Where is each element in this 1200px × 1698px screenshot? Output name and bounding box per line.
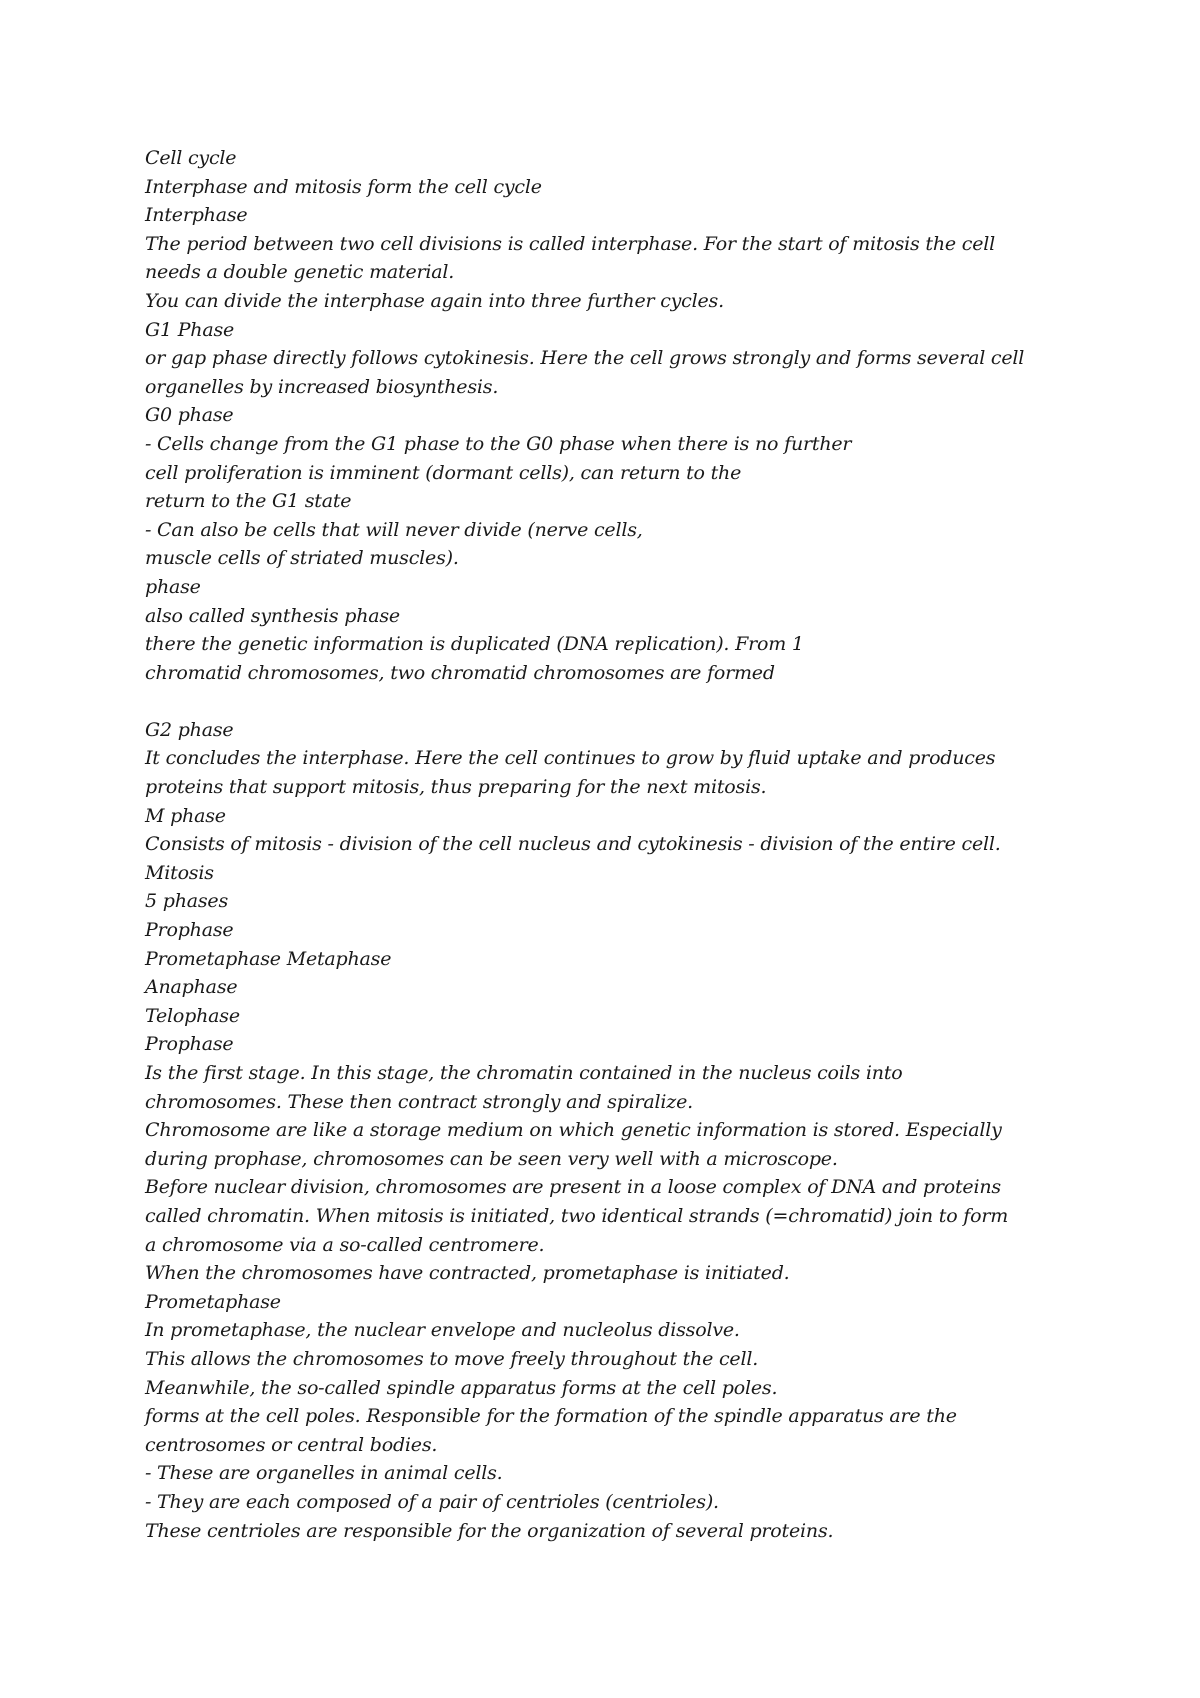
text-line: Meanwhile, the so-called spindle apparatus forms at the cell poles. bbox=[145, 1376, 778, 1399]
text-line: forms at the cell poles. Responsible for the formation of the spindle apparatus are the bbox=[145, 1405, 957, 1428]
text-line: Chromosome are like a storage medium on which genetic information is stored. Especially bbox=[145, 1119, 1002, 1142]
text-line: Prometaphase bbox=[145, 1290, 281, 1313]
text-line: - These are organelles in animal cells. bbox=[145, 1462, 503, 1485]
text-line: These centrioles are responsible for the organization of several proteins. bbox=[145, 1519, 834, 1542]
text-line: - Can also be cells that will never divide (nerve cells, bbox=[145, 518, 643, 541]
text-line: organelles by increased biosynthesis. bbox=[145, 375, 499, 398]
text-line: chromosomes. These then contract strongly and spiralize. bbox=[145, 1090, 693, 1113]
text-line: Is the first stage. In this stage, the chromatin contained in the nucleus coils into bbox=[145, 1062, 903, 1084]
text-line: - Cells change from the G1 phase to the G0 phase when there is no further bbox=[145, 432, 852, 455]
text-line: also called synthesis phase bbox=[145, 604, 400, 627]
text-line: Anaphase bbox=[145, 976, 238, 999]
text-line: Consists of mitosis - division of the cell nucleus and cytokinesis - division of the entire cell. bbox=[145, 833, 1001, 856]
text-line: Cell cycle bbox=[145, 147, 237, 169]
text-line: Prophase bbox=[145, 1033, 234, 1056]
text-line: Mitosis bbox=[145, 861, 214, 884]
text-line: In prometaphase, the nuclear envelope and nucleolus dissolve. bbox=[145, 1319, 740, 1342]
text-line: proteins that support mitosis, thus preparing for the next mitosis. bbox=[145, 776, 767, 799]
text-line: there the genetic information is duplicated (DNA replication). From 1 bbox=[145, 633, 804, 656]
text-line: The period between two cell divisions is called interphase. For the start of mitosis the cell bbox=[145, 232, 996, 255]
text-line: G1 Phase bbox=[145, 318, 235, 341]
text-line: needs a double genetic material. bbox=[145, 261, 455, 284]
text-line: or gap phase directly follows cytokinesis. Here the cell grows strongly and forms several cell bbox=[145, 347, 1025, 370]
text-line: return to the G1 state bbox=[145, 490, 352, 513]
blank-line bbox=[145, 687, 1105, 716]
text-line: M phase bbox=[145, 804, 226, 827]
text-line: during prophase, chromosomes can be seen very well with a microscope. bbox=[145, 1147, 838, 1170]
document-body bbox=[145, 144, 1105, 1545]
text-line: It concludes the interphase. Here the cell continues to grow by fluid uptake and produces bbox=[145, 747, 996, 770]
text-line: G2 phase bbox=[145, 718, 234, 741]
text-line: centrosomes or central bodies. bbox=[145, 1433, 438, 1456]
text-line: This allows the chromosomes to move freely throughout the cell. bbox=[145, 1347, 759, 1370]
text-line: - They are each composed of a pair of centrioles (centrioles). bbox=[145, 1490, 719, 1513]
text-line: Telophase bbox=[145, 1004, 240, 1027]
text-line: phase bbox=[145, 575, 201, 598]
text-line: Prometaphase Metaphase bbox=[145, 947, 392, 970]
text-line: chromatid chromosomes, two chromatid chromosomes are formed bbox=[145, 661, 775, 684]
text-line: Interphase and mitosis form the cell cycle bbox=[145, 175, 542, 198]
text-line: Prophase bbox=[145, 919, 234, 942]
text-line: muscle cells of striated muscles). bbox=[145, 547, 459, 570]
text-line: called chromatin. When mitosis is initiated, two identical strands (=chromatid) join to form bbox=[145, 1204, 1009, 1227]
text-line: When the chromosomes have contracted, prometaphase is initiated. bbox=[145, 1262, 790, 1285]
text-line: cell proliferation is imminent (dormant cells), can return to the bbox=[145, 461, 742, 484]
text-line: Before nuclear division, chromosomes are present in a loose complex of DNA and proteins bbox=[145, 1176, 1001, 1199]
text-line: a chromosome via a so-called centromere. bbox=[145, 1233, 545, 1256]
text-line: 5 phases bbox=[145, 890, 229, 913]
text-line: G0 phase bbox=[145, 404, 234, 427]
text-line: You can divide the interphase again into three further cycles. bbox=[145, 289, 724, 312]
text-line: Interphase bbox=[145, 204, 248, 227]
